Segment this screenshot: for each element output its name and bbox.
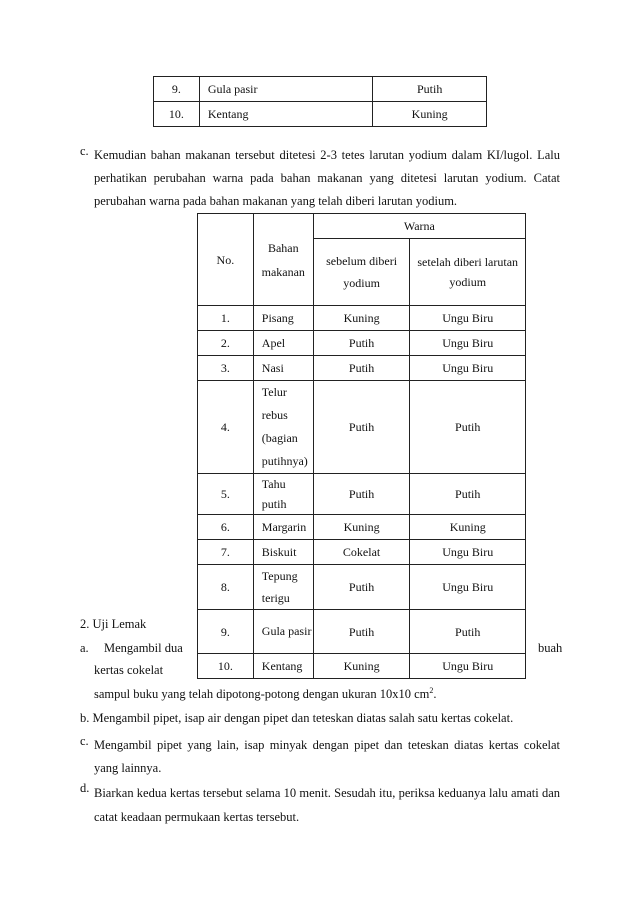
step-c-text: Kemudian bahan makanan tersebut ditetesi 2-3 tetes larutan yodium dalam KI/lugol. Lalu perhatikan perubahan warna pada bahan makanan yang ditetesi larutan yodium. Catat perubahan warna pada bahan makanan yang telah diberi larutan yodium. — [94, 148, 560, 208]
cell-setelah: Ungu Biru — [410, 306, 526, 331]
step-a-line3: sampul buku yang telah dipotong-potong dengan ukuran 10x10 $cm^2$. — [94, 685, 437, 701]
cell-no: 5. — [198, 474, 254, 515]
cell-sebelum: Kuning — [313, 654, 410, 679]
cell-sebelum: Putih — [313, 381, 410, 474]
step-c2-text: Mengambil pipet yang lain, isap minyak dengan pipet dan teteskan diatas kertas cokelat yang lainnya. — [94, 738, 560, 775]
cell-no: 2. — [198, 331, 254, 356]
cell-no: 1. — [198, 306, 254, 331]
header-row — [198, 214, 526, 239]
cell-sebelum: Kuning — [313, 515, 410, 540]
header-setelah: setelah diberi larutan yodium — [410, 239, 526, 306]
cell-setelah: Putih — [410, 474, 526, 515]
step-d-text: Biarkan kedua kertas tersebut selama 10 menit. Sesudah itu, periksa keduanya lalu amati dan catat keadaan permukaan kertas tersebut. — [94, 786, 560, 824]
cell-bahan: Kentang — [253, 654, 313, 679]
step-c2-marker: c. — [80, 734, 89, 748]
step-b-text: b. Mengambil pipet, isap air dengan pipet dan teteskan diatas salah satu kertas cokelat. — [80, 711, 514, 725]
cell-bahan: Apel — [253, 331, 313, 356]
cell-bahan: Nasi — [253, 356, 313, 381]
cell-setelah: Ungu Biru — [410, 356, 526, 381]
table-row — [198, 381, 526, 474]
cell-no: 9. — [198, 610, 254, 654]
cell-bahan: Margarin — [253, 515, 313, 540]
table-row — [198, 331, 526, 356]
cell-sebelum: Cokelat — [313, 540, 410, 565]
cell-no: 9. — [154, 77, 200, 102]
table-row — [198, 565, 526, 610]
cell-setelah: Ungu Biru — [410, 565, 526, 610]
section-heading: 2. Uji Lemak — [80, 617, 147, 631]
top-table — [153, 76, 487, 127]
cell-bahan: Gula pasir — [253, 610, 313, 654]
header-bahan: Bahan makanan — [253, 214, 313, 306]
table-row — [198, 654, 526, 679]
cell-no: 8. — [198, 565, 254, 610]
step-c-marker: c. — [80, 144, 89, 158]
cell-warna: Kuning — [373, 102, 487, 127]
cell-sebelum: Putih — [313, 610, 410, 654]
step-a-right: buah — [538, 641, 563, 655]
cell-bahan: Gula pasir — [199, 77, 372, 102]
table-row — [198, 610, 526, 654]
header-warna: Warna — [313, 214, 525, 239]
cell-sebelum: Kuning — [313, 306, 410, 331]
cell-setelah: Ungu Biru — [410, 540, 526, 565]
step-a-marker: a. — [80, 641, 89, 655]
cell-setelah: Kuning — [410, 515, 526, 540]
header-no: No. — [198, 214, 254, 306]
header-sebelum: sebelum diberi yodium — [313, 239, 410, 306]
results-table — [197, 213, 526, 679]
cell-bahan: Pisang — [253, 306, 313, 331]
cell-bahan: Tepung terigu — [253, 565, 313, 610]
cell-sebelum: Putih — [313, 331, 410, 356]
cell-sebelum: Putih — [313, 565, 410, 610]
cell-no: 3. — [198, 356, 254, 381]
cell-no: 6. — [198, 515, 254, 540]
cell-setelah: Ungu Biru — [410, 331, 526, 356]
cell-bahan: Biskuit — [253, 540, 313, 565]
table-row — [154, 77, 487, 102]
cell-no: 4. — [198, 381, 254, 474]
cell-bahan: Telur rebus (bagian putihnya) — [253, 381, 313, 474]
step-a-line2: kertas cokelat — [94, 663, 164, 677]
cell-setelah: Putih — [410, 610, 526, 654]
table-row — [198, 306, 526, 331]
cell-warna: Putih — [373, 77, 487, 102]
cell-bahan: Tahu putih — [253, 474, 313, 515]
table-row — [198, 515, 526, 540]
cell-sebelum: Putih — [313, 356, 410, 381]
cell-no: 10. — [154, 102, 200, 127]
step-d-marker: d. — [80, 781, 90, 795]
cell-no: 7. — [198, 540, 254, 565]
cell-bahan: Kentang — [199, 102, 372, 127]
table-row — [198, 474, 526, 515]
cell-setelah: Ungu Biru — [410, 654, 526, 679]
table-row — [198, 540, 526, 565]
cell-sebelum: Putih — [313, 474, 410, 515]
table-row — [154, 102, 487, 127]
cell-setelah: Putih — [410, 381, 526, 474]
cell-no: 10. — [198, 654, 254, 679]
table-row — [198, 356, 526, 381]
step-a-left: Mengambil dua — [104, 641, 183, 655]
